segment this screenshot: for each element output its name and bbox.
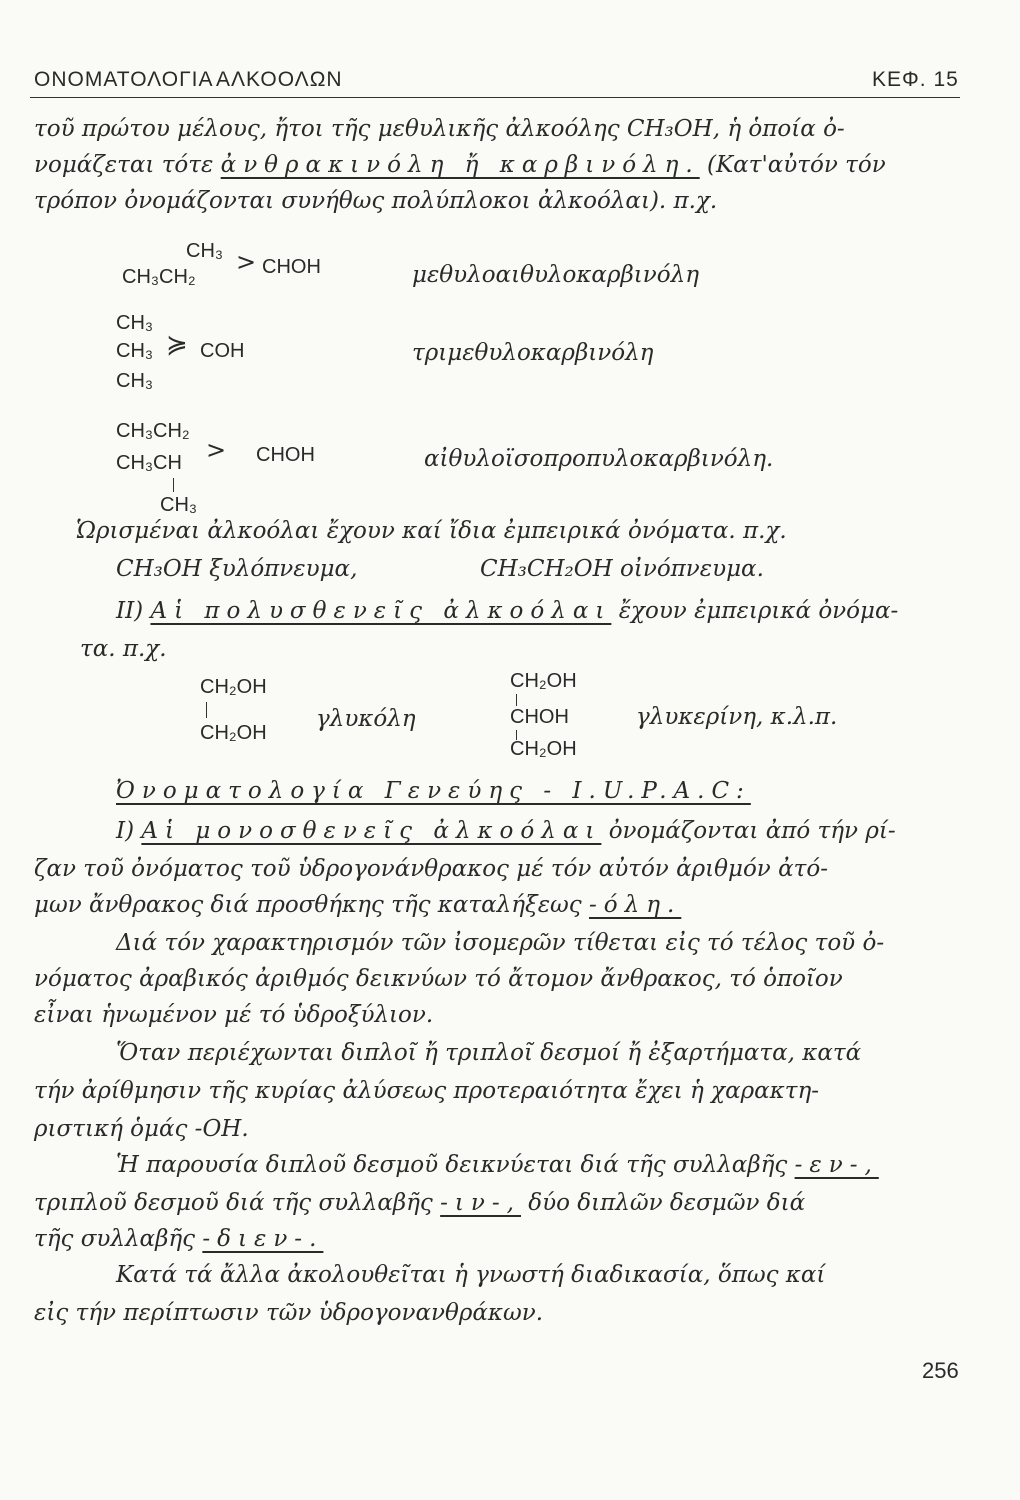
mono-line-1	[116, 818, 896, 844]
ex2-name: τριμεθυλοκαρβινόλη	[412, 340, 654, 366]
header-rule	[30, 97, 960, 98]
glycol-bond	[206, 702, 207, 718]
para3-line-2-c: δύο διπλῶν δεσμῶν διά	[528, 1190, 806, 1216]
ex2-join-symbol: ≽	[166, 330, 188, 360]
ex1-top-formula: CH₃	[186, 240, 224, 262]
ex3-sub-formula: CH₃	[160, 494, 198, 516]
header-chapter: ΚΕΦ. 15	[872, 68, 959, 91]
ex2-bottom-formula: CH₃	[116, 370, 154, 392]
intro-line-2-a: νομάζεται τότε	[34, 152, 214, 178]
glycerin-name: γλυκερίνη, κ.λ.π.	[636, 704, 838, 730]
header-title-left: ΟΝΟΜΑΤΟΛΟΓΙΑ	[34, 68, 214, 91]
empirical-line-1: Ὡρισμέναι ἀλκοόλαι ἔχουν καί ἴδια ἐμπειρικά ὀνόματα. π.χ.	[76, 518, 787, 544]
poly-term: Αἱ πολυσθενεῖς ἀλκοόλαι	[150, 598, 612, 624]
intro-line-1: τοῦ πρώτου μέλους, ἤτοι τῆς μεθυλικῆς ἀλκοόλης CH₃OH, ἡ ὁποία ὀ-	[34, 116, 845, 142]
mono-line-2: ζαν τοῦ ὀνόματος τοῦ ὑδρογονάνθρακος μέ τόν αὐτόν ἀριθμόν ἀτό-	[34, 856, 828, 882]
glycol-bottom: CH₂OH	[200, 722, 267, 744]
ex2-group: COH	[200, 340, 245, 362]
para3-suffix-en: -εν-,	[794, 1152, 879, 1178]
ex2-mid-formula: CH₃	[116, 340, 154, 362]
para3-line-1	[116, 1152, 879, 1178]
ex3-join-symbol: >	[206, 436, 227, 464]
ex3-bottom-formula: CH₃CH	[116, 452, 182, 474]
intro-line-2-b: (Κατ'αὐτόν τόν	[707, 152, 886, 178]
glycol-top: CH₂OH	[200, 676, 267, 698]
glycerin-top: CH₂OH	[510, 670, 577, 692]
para3-line-2-a: τριπλοῦ δεσμοῦ διά τῆς συλλαβῆς	[34, 1190, 433, 1216]
para4-line-2: εἰς τήν περίπτωσιν τῶν ὑδρογονανθράκων.	[34, 1300, 544, 1326]
para1-line-1: Διά τόν χαρακτηρισμόν τῶν ἰσομερῶν τίθεται εἰς τό τέλος τοῦ ὀ-	[116, 930, 885, 956]
ex3-group: CHOH	[256, 444, 315, 466]
mono-line-3-a: μων ἄνθρακος διά προσθήκης τῆς καταλήξεως	[34, 892, 582, 918]
intro-term: ἀνθρακινόλη ἤ καρβινόλη.	[220, 152, 700, 178]
empirical-line-2-b: CH₃CH₂OH οἰνόπνευμα.	[480, 556, 764, 582]
para3-line-1-a: Ἡ παρουσία διπλοῦ δεσμοῦ δεικνύεται διά τῆς συλλαβῆς	[116, 1152, 788, 1178]
ex1-name: μεθυλοαιθυλοκαρβινόλη	[412, 262, 699, 288]
header-title-middle: ΑΛΚΟΟΛΩΝ	[216, 68, 343, 91]
poly-rest: ἔχουν ἐμπειρικά ὀνόμα-	[618, 598, 899, 624]
para4-line-1: Κατά τά ἄλλα ἀκολουθεῖται ἡ γνωστή διαδικασία, ὅπως καί	[116, 1262, 826, 1288]
empirical-line-2-a: CH₃OH ξυλόπνευμα,	[116, 556, 358, 582]
glycerin-bond-1	[516, 694, 517, 706]
ex1-bottom-formula: CH₃CH₂	[122, 266, 196, 288]
poly-number: II)	[116, 598, 144, 624]
poly-line-2: τα. π.χ.	[80, 636, 167, 662]
para2-line-2: τήν ἀρίθμησιν τῆς κυρίας ἀλύσεως προτεραιότητα ἔχει ἡ χαρακτη-	[34, 1078, 820, 1104]
page-number: 256	[922, 1358, 959, 1383]
ex3-name: αἰθυλοϊσοπροπυλοκαρβινόλη.	[424, 446, 774, 472]
mono-number: I)	[116, 818, 135, 844]
para3-line-2	[34, 1190, 805, 1216]
ex3-top-formula: CH₃CH₂	[116, 420, 190, 442]
poly-line-1	[116, 598, 898, 624]
para1-line-2: νόματος ἀραβικός ἀριθμός δεικνύων τό ἄτομον ἄνθρακος, τό ὁποῖον	[34, 966, 843, 992]
para3-suffix-in: -ιν-,	[440, 1190, 521, 1216]
ex1-join-symbol: >	[236, 248, 257, 276]
intro-line-2	[34, 152, 886, 178]
para2-line-1: Ὅταν περιέχωνται διπλοῖ ἤ τριπλοῖ δεσμοί ἤ ἐξαρτήματα, κατά	[116, 1040, 862, 1066]
glycol-name: γλυκόλη	[316, 706, 416, 732]
para2-line-3: ριστική ὁμάς -OH.	[34, 1116, 249, 1142]
para3-suffix-dien: -διεν-.	[202, 1226, 324, 1252]
ex3-bond-line	[173, 478, 174, 492]
mono-term: Αἱ μονοσθενεῖς ἀλκοόλαι	[141, 818, 602, 844]
mono-rest: ὀνομάζονται ἀπό τήν ρί-	[608, 818, 896, 844]
mono-line-3	[34, 892, 681, 918]
intro-line-3: τρόπον ὀνομάζονται συνήθως πολύπλοκοι ἀλκοόλαι). π.χ.	[34, 188, 718, 214]
ex1-group: CHOH	[262, 256, 321, 278]
glycerin-mid: CHOH	[510, 706, 569, 728]
ex2-top-formula: CH₃	[116, 312, 154, 334]
para3-line-3	[34, 1226, 323, 1252]
glycerin-bottom: CH₂OH	[510, 738, 577, 760]
para1-line-3: εἶναι ἡνωμένον μέ τό ὑδροξύλιον.	[34, 1002, 434, 1028]
section-title: Ὀνοματολογία Γενεύης - I.U.P.A.C:	[116, 778, 751, 804]
para3-line-3-a: τῆς συλλαβῆς	[34, 1226, 196, 1252]
mono-suffix: -όλη.	[589, 892, 682, 918]
